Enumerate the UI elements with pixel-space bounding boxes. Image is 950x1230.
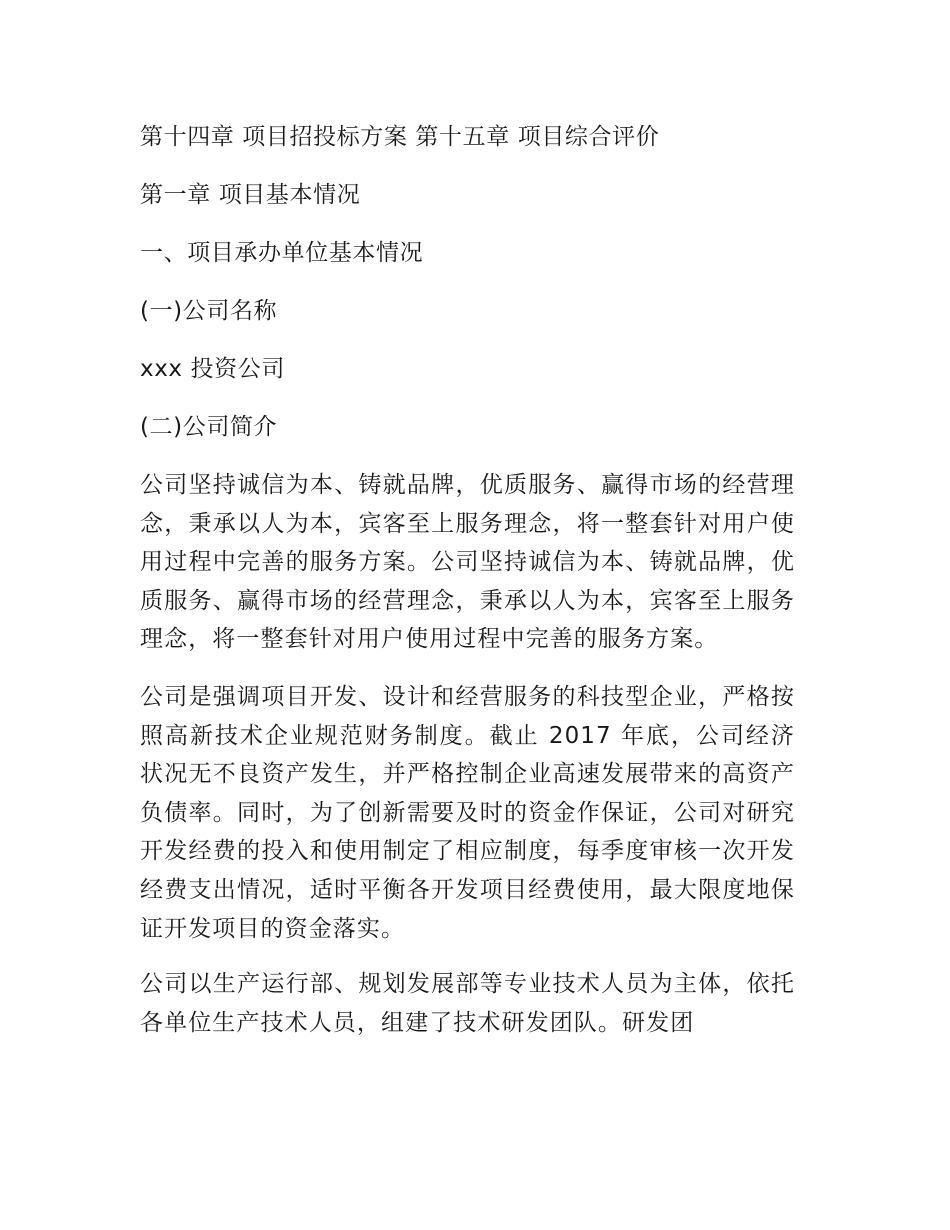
section-title: 一、项目承办单位基本情况 <box>140 240 424 266</box>
company-name: xxx 投资公司 <box>140 356 285 382</box>
subsection-company-name: (一)公司名称 <box>140 298 278 324</box>
toc-line: 第十四章 项目招投标方案 第十五章 项目综合评价 <box>140 124 660 150</box>
paragraph-3: 公司以生产运行部、规划发展部等专业技术人员为主体，依托各单位生产技术人员，组建了技术研发团队。研发团 <box>140 971 795 1036</box>
chapter-title: 第一章 项目基本情况 <box>140 182 361 208</box>
paragraph-2: 公司是强调项目开发、设计和经营服务的科技型企业，严格按照高新技术企业规范财务制度。截止 2017 年底，公司经济状况无不良资产发生，并严格控制企业高速发展带来的高资产负债率。同时，为了创新需要及时的资金作保证，公司对研究开发经费的投入和使用制定了相应制度，每季度审核一次开发经费支出情况，适时平衡各开发项目经费使用，最大限度地保证开发项目的资金落实。 <box>140 683 795 942</box>
paragraph-1: 公司坚持诚信为本、铸就品牌，优质服务、赢得市场的经营理念，秉承以人为本，宾客至上服务理念，将一整套针对用户使用过程中完善的服务方案。公司坚持诚信为本、铸就品牌，优质服务、赢得市场的经营理念，秉承以人为本，宾客至上服务理念，将一整套针对用户使用过程中完善的服务方案。 <box>140 472 795 653</box>
subsection-company-intro: (二)公司简介 <box>140 414 278 440</box>
document-page <box>140 118 795 1061</box>
